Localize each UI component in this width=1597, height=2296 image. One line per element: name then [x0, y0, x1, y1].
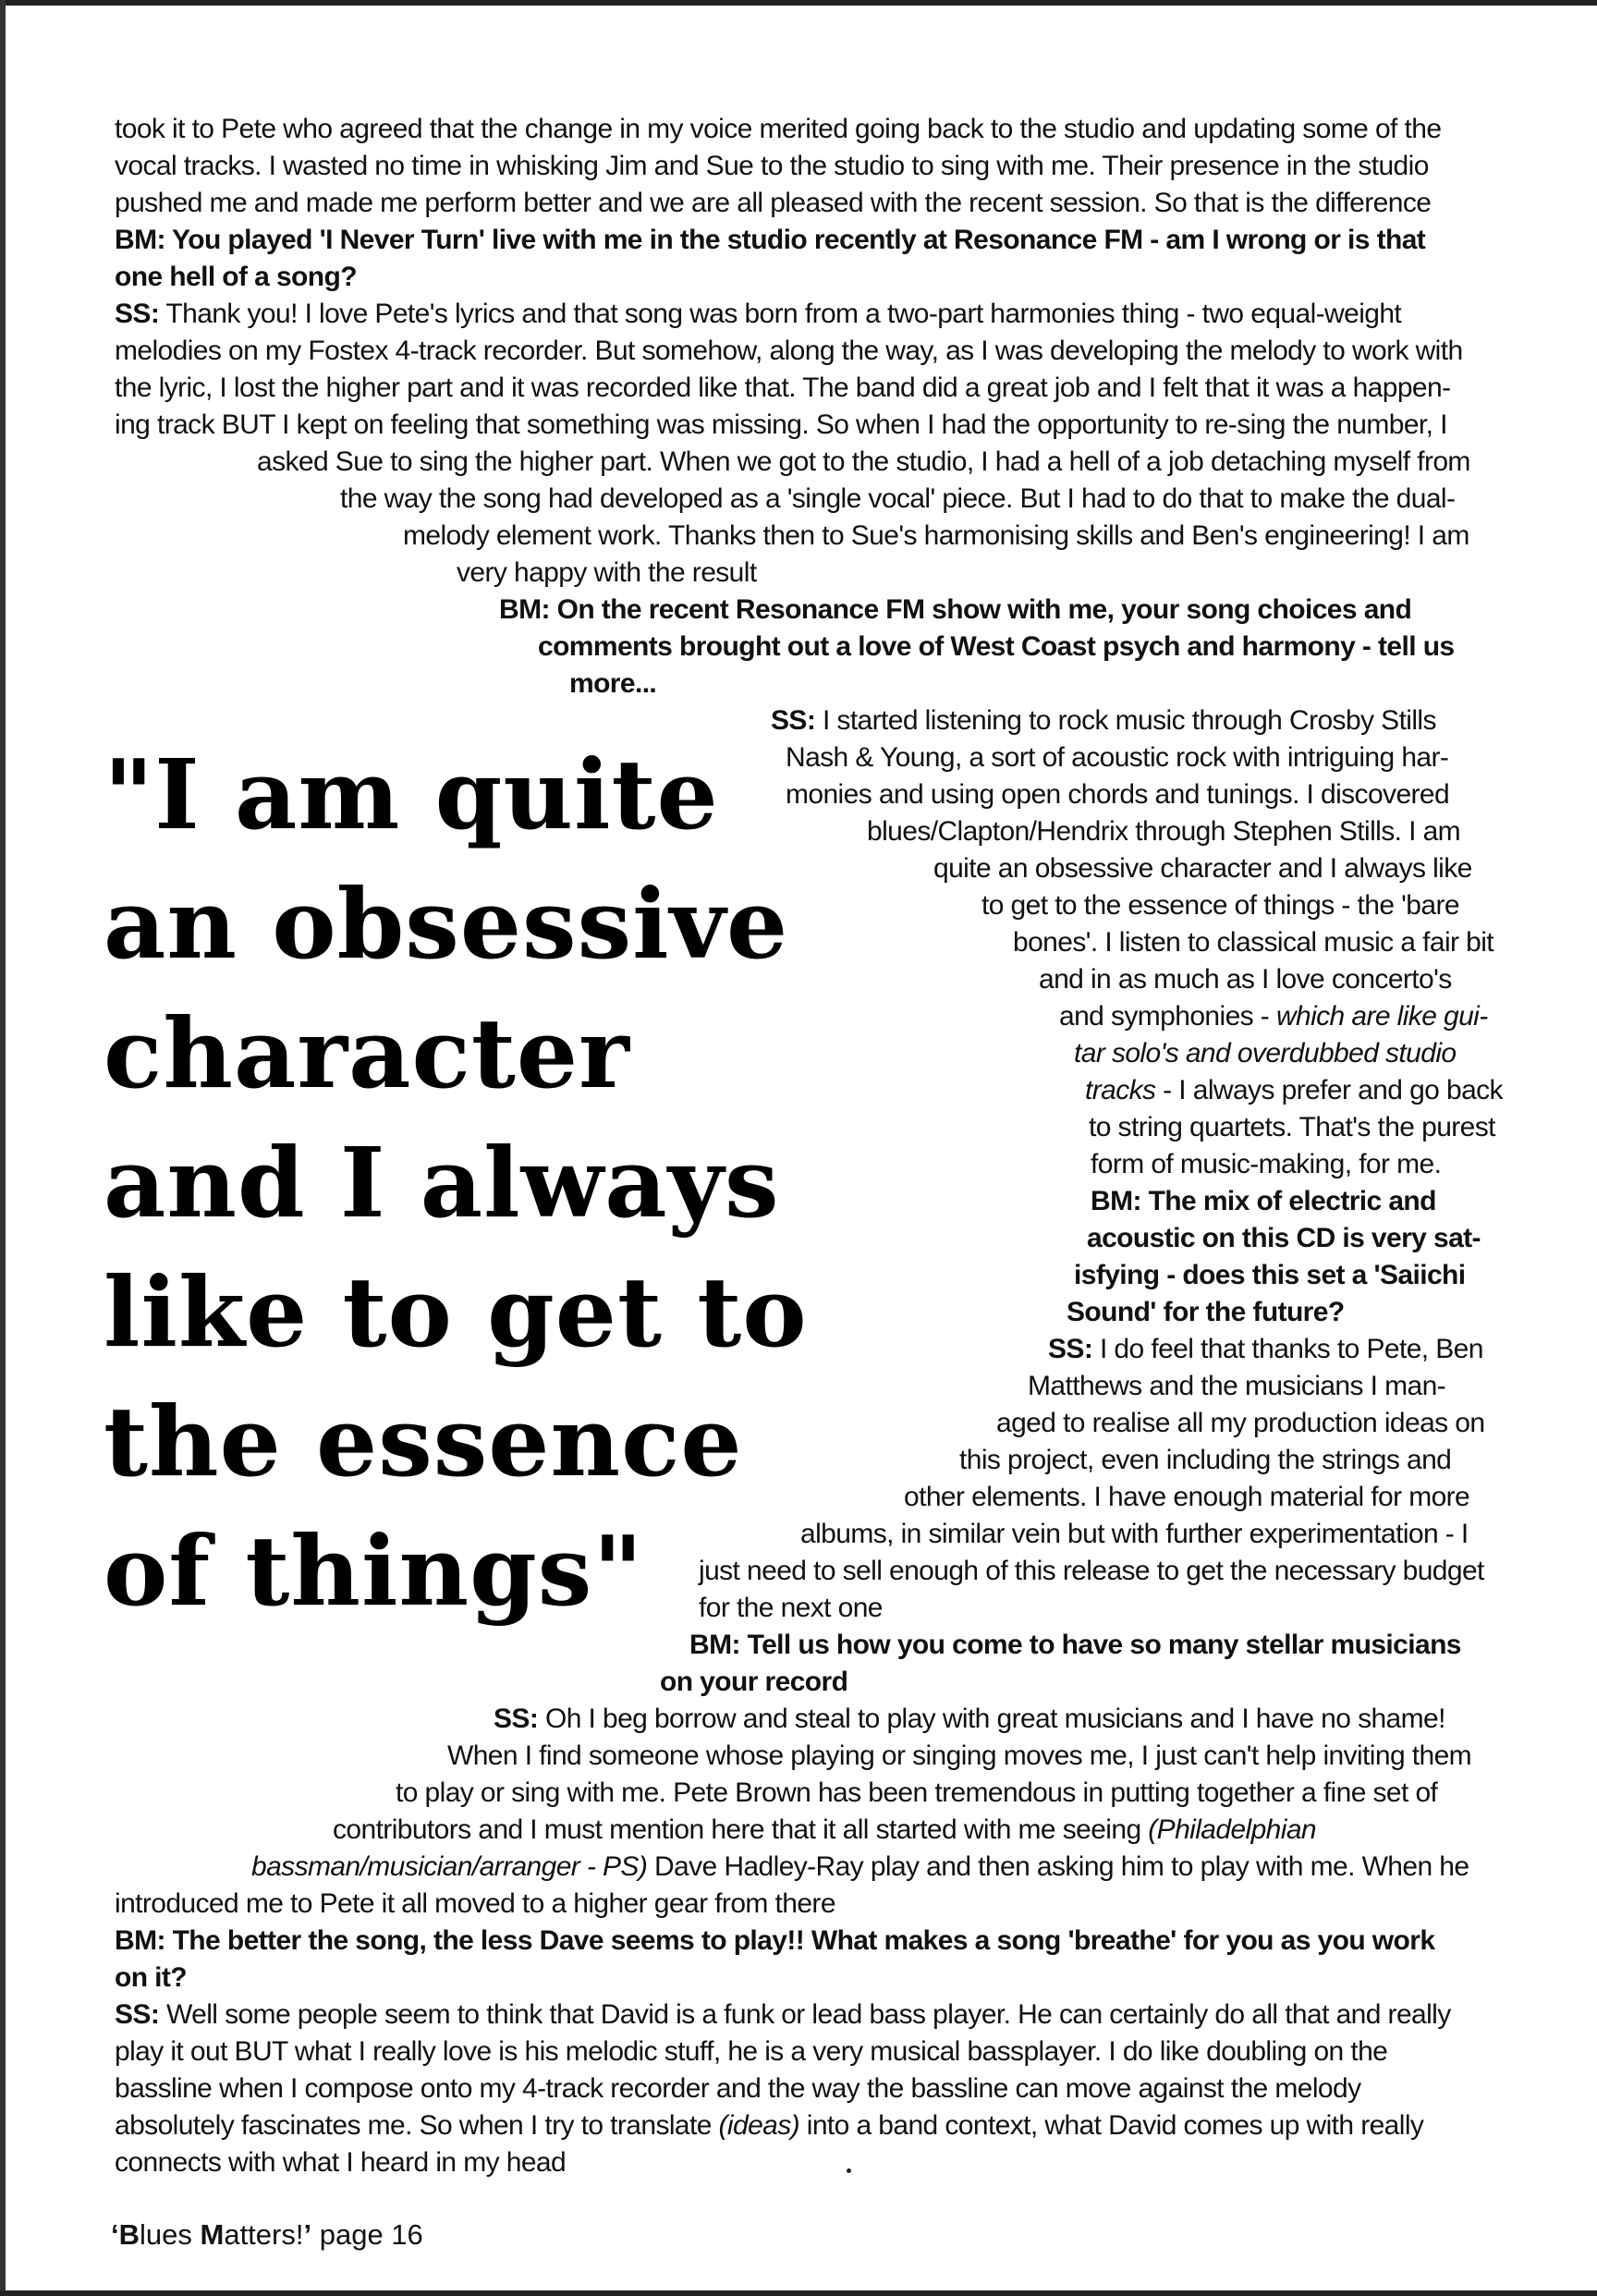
pull-quote-line: like to get to [104, 1255, 808, 1369]
question-line: BM: Tell us how you come to have so many stellar musicians [689, 1630, 1461, 1660]
question-line: BM: The mix of electric and [1091, 1186, 1436, 1216]
footer-initial: M [200, 2218, 225, 2251]
text-line: vocal tracks. I wasted no time in whisking Jim and Sue to the studio to sing with me. Their presence in the studio [115, 151, 1429, 181]
question-line: BM: On the recent Resonance FM show with me, your song choices and [499, 594, 1412, 625]
question-line: Sound' for the future? [1067, 1297, 1345, 1327]
question-line: BM: You played 'I Never Turn' live with me in the studio recently at Resonance FM - am I wrong or is that [115, 225, 1426, 255]
answer-line [333, 1812, 1316, 1849]
answer-line: form of music-making, for me. [1091, 1149, 1442, 1179]
answer-line: bones'. I listen to classical music a fair bit [1013, 927, 1494, 958]
question-line: acoustic on this CD is very sat- [1087, 1223, 1481, 1253]
answer-line: asked Sue to sing the higher part. When we got to the studio, I had a hell of a job detaching myself from [257, 446, 1470, 477]
pull-quote-line: of things" [104, 1514, 644, 1628]
question-line: more... [569, 668, 657, 699]
answer-text: I do feel that thanks to Pete, Ben [1092, 1334, 1483, 1364]
answer-line: to string quartets. That's the purest [1089, 1112, 1495, 1142]
answer-line: connects with what I heard in my head [115, 2147, 567, 2178]
answer-text: contributors and I must mention here that it all started with me seeing [333, 1814, 1149, 1845]
answer-line: other elements. I have enough material for more [904, 1482, 1470, 1512]
answer-italic-text: (Philadelphian [1148, 1814, 1317, 1845]
question-line: on it? [115, 1962, 188, 1993]
answer-line: Matthews and the musicians I man- [1028, 1371, 1446, 1401]
answer-line [251, 1849, 1469, 1886]
pull-quote-line: and I always [104, 1126, 780, 1240]
answer-italic-text: (ideas) [718, 2110, 800, 2141]
answer-line [1085, 1072, 1503, 1109]
footer-word: atters! [224, 2218, 304, 2251]
answer-text: Oh I beg borrow and steal to play with great musicians and I have no shame! [538, 1704, 1445, 1734]
answer-italic-text: which are like gui- [1275, 1001, 1488, 1032]
page-footer [111, 2217, 423, 2253]
answer-line: monies and using open chords and tunings. I discovered [786, 779, 1450, 810]
question-line: isfying - does this set a 'Saiichi [1074, 1260, 1466, 1290]
answer-line: for the next one [699, 1593, 883, 1623]
question-line: comments brought out a love of West Coast psych and harmony - tell us [538, 631, 1455, 662]
question-line: on your record [660, 1667, 848, 1697]
answer-line: Nash & Young, a sort of acoustic rock with intriguing har- [786, 742, 1449, 773]
answer-line [494, 1701, 1445, 1738]
footer-quote-close: ’ [303, 2218, 312, 2251]
answer-line: ing track BUT I kept on feeling that something was missing. So when I had the opportunity to re-sing the number, I [115, 409, 1447, 440]
footer-quote-open: ‘ [111, 2218, 119, 2251]
pull-quote-line: the essence [104, 1385, 743, 1498]
text-line: took it to Pete who agreed that the change in my voice merited going back to the studio and updating some of the [115, 114, 1442, 144]
pull-quote-line: "I am quite [104, 738, 719, 851]
question-line: one hell of a song? [115, 262, 357, 292]
answer-italic-text: tracks [1085, 1075, 1156, 1105]
answer-text: absolutely fascinates me. So when I try to translate [115, 2110, 719, 2141]
answer-line: tar solo's and overdubbed studio [1074, 1038, 1457, 1069]
speaker-label: SS: [115, 1999, 160, 2030]
answer-line [1059, 998, 1488, 1035]
pull-quote-line: character [104, 996, 630, 1110]
answer-line: blues/Clapton/Hendrix through Stephen Stills. I am [867, 816, 1461, 847]
answer-line [1048, 1331, 1483, 1368]
answer-line: When I find someone whose playing or singing moves me, I just can't help inviting them [447, 1740, 1472, 1771]
answer-line: the way the song had developed as a 'single vocal' piece. But I had to do that to make the dual- [340, 483, 1456, 514]
answer-text: and symphonies - [1059, 1001, 1276, 1032]
pull-quote-line: an obsessive [104, 867, 789, 981]
answer-line: introduced me to Pete it all moved to a higher gear from there [115, 1888, 835, 1919]
footer-initial: B [118, 2218, 140, 2251]
answer-text: into a band context, what David comes up with really [799, 2110, 1424, 2141]
speaker-label: SS: [1048, 1334, 1093, 1364]
answer-line: albums, in similar vein but with further experimentation - I [800, 1519, 1469, 1549]
speaker-label: SS: [115, 299, 160, 329]
speaker-label: SS: [771, 705, 816, 736]
answer-text: Well some people seem to think that David is a funk or lead bass player. He can certainly do all that and really [159, 1999, 1451, 2030]
stray-mark [847, 2168, 851, 2173]
answer-line: the lyric, I lost the higher part and it was recorded like that. The band did a great job and I felt that it was a happen- [115, 372, 1451, 403]
question-line: BM: The better the song, the less Dave seems to play!! What makes a song 'breathe' for you as you work [115, 1925, 1435, 1956]
answer-line: to get to the essence of things - the 'bare [981, 890, 1459, 921]
answer-line: melodies on my Fostex 4-track recorder. But somehow, along the way, as I was developing the melody to work with [115, 336, 1463, 366]
answer-line: bassline when I compose onto my 4-track recorder and the way the bassline can move against the melody [115, 2073, 1361, 2104]
footer-word: lues [140, 2218, 201, 2251]
answer-line [771, 702, 1436, 739]
answer-line [115, 296, 1401, 333]
answer-line: melody element work. Thanks then to Sue's harmonising skills and Ben's engineering! I am [403, 520, 1469, 551]
answer-line: just need to sell enough of this release to get the necessary budget [699, 1556, 1484, 1586]
answer-line [115, 1997, 1451, 2033]
text-line: pushed me and made me perform better and we are all pleased with the recent session. So that is the difference [115, 188, 1432, 218]
footer-page-number: page 16 [311, 2218, 423, 2251]
answer-line: this project, even including the strings and [959, 1445, 1452, 1475]
speaker-label: SS: [494, 1704, 539, 1734]
answer-text: Thank you! I love Pete's lyrics and that song was born from a two-part harmonies thing - two equal-weight [159, 299, 1402, 329]
answer-line: very happy with the result [457, 557, 757, 588]
answer-line [115, 2107, 1423, 2144]
answer-text: - I always prefer and go back [1155, 1075, 1503, 1105]
answer-italic-text: bassman/musician/arranger - PS) [251, 1851, 648, 1882]
answer-line: play it out BUT what I really love is his melodic stuff, he is a very musical bassplayer. I do like doubling on the [115, 2036, 1388, 2067]
answer-line: to play or sing with me. Pete Brown has been tremendous in putting together a fine set of [396, 1777, 1438, 1808]
answer-line: quite an obsessive character and I always like [933, 853, 1472, 884]
answer-text: Dave Hadley-Ray play and then asking him to play with me. When he [647, 1851, 1469, 1882]
answer-line: aged to realise all my production ideas on [996, 1408, 1485, 1438]
answer-text: I started listening to rock music through Crosby Stills [815, 705, 1436, 736]
answer-line: and in as much as I love concerto's [1039, 964, 1452, 995]
